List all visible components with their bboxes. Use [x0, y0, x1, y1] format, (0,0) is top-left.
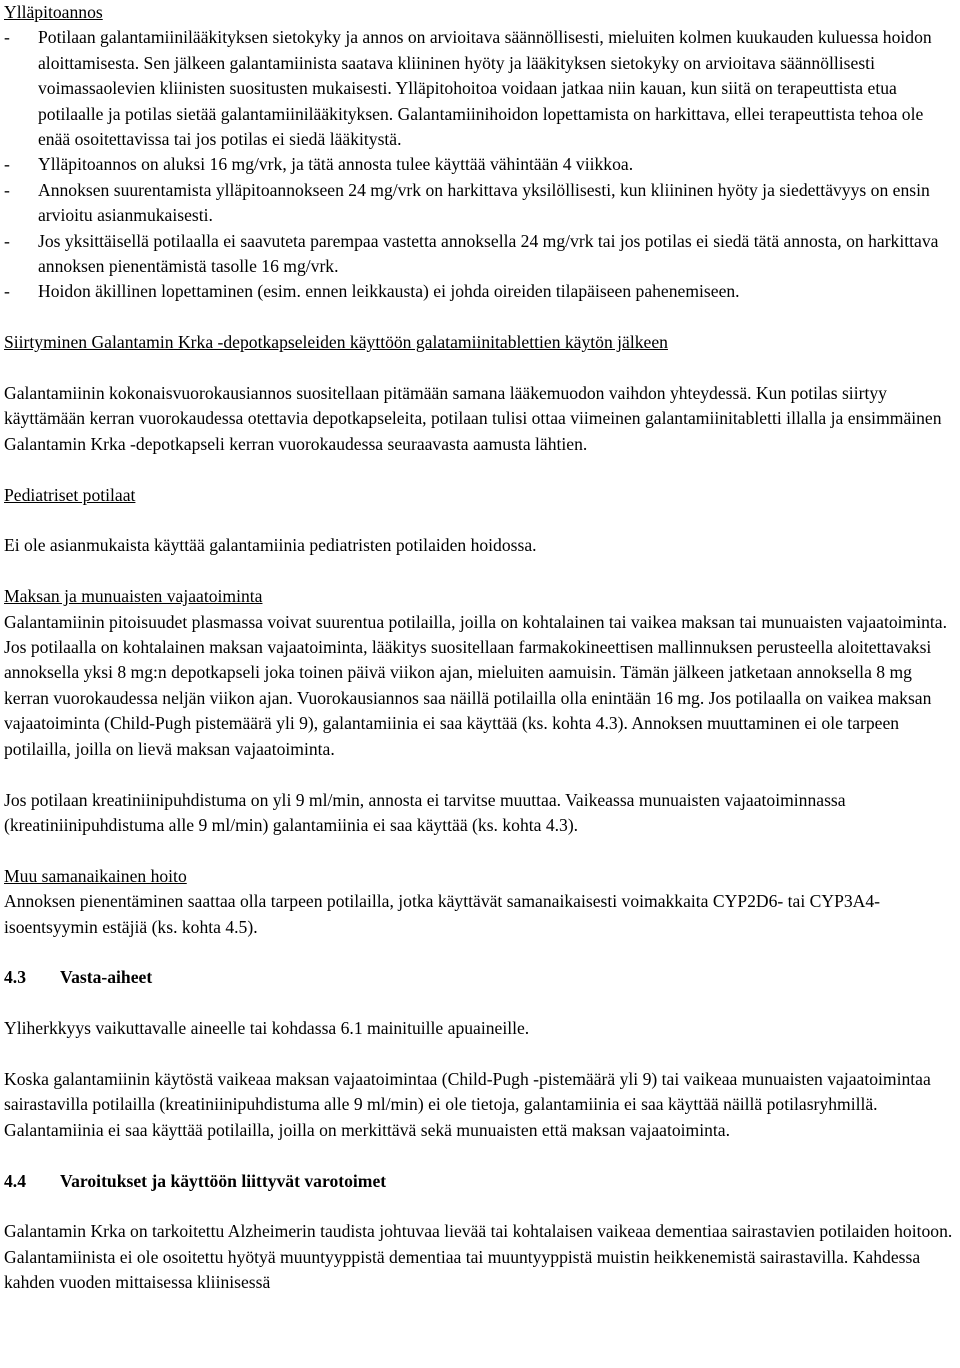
bullet-text: Potilaan galantamiinilääkityksen sietokyky ja annos on arvioitava säännöllisesti, mieluiten kolmen kuukauden kuluessa hoidon aloittamisesta. Sen jälkeen galantamiinista saatava kliininen hyöty ja lääkityksen sietokyky on arvioitava säännöllisesti voimassaolevien kliinisten suositusten mukaisesti. Ylläpitohoitoa voidaan jatkaa niin kauan, kun siitä on terapeuttista etua potilaalle ja potilas sietää galantamiinilääkityksen. Galantamiinihoidon lopettamista on harkittava, ellei terapeuttista tehoa ole enää osoitettavissa tai jos potilas ei siedä lääkitystä.: [38, 27, 932, 150]
section-number: 4.4: [4, 1170, 26, 1191]
section-4-3-heading: [4, 965, 956, 990]
bullet-text: Hoidon äkillinen lopettaminen (esim. ennen leikkausta) ei johda oireiden tilapäiseen pahenemiseen.: [38, 281, 740, 302]
renal-text: Jos potilaan kreatiniinipuhdistuma on yli 9 ml/min, annosta ei tarvitse muuttaa. Vaikeassa munuaisten vajaatoiminnassa (kreatiniinipuhdistuma alle 9 ml/min) galantamiinia ei saa käyttää (ks. kohta 4.3).: [4, 789, 846, 835]
bullet-dash: -: [4, 230, 10, 251]
section-title: Varoitukset ja käyttöön liittyvät varotoimet: [60, 1170, 387, 1191]
concomitant-heading: Muu samanaikainen hoito: [4, 865, 187, 886]
contraindication-detail: Koska galantamiinin käytöstä vaikeaa maksan vajaatoimintaa (Child-Pugh -pistemäärä yli 9) tai vaikeaa munuaisten vajaatoimintaa sairastavilla potilailla (kreatiniinipuhdistuma alle 9 ml/min) ei ole tietoja, galantamiinia ei saa käyttää näillä potilasryhmillä. Galantamiinia ei saa käyttää potilailla, joilla on merkittävä sekä munuaisten että maksan vajaatoiminta.: [4, 1068, 931, 1140]
impairment-heading: Maksan ja munuaisten vajaatoiminta: [4, 586, 263, 607]
concomitant-text: Annoksen pienentäminen saattaa olla tarpeen potilailla, jotka käyttävät samanaikaisesti voimakkaita CYP2D6- tai CYP3A4-isoentsyymin estäjiä (ks. kohta 4.5).: [4, 891, 881, 937]
bullet-dash: -: [4, 179, 10, 200]
pediatric-heading: Pediatriset potilaat: [4, 484, 136, 505]
bullet-dash: -: [4, 27, 10, 48]
switching-heading: Siirtyminen Galantamin Krka -depotkapseleiden käyttöön galatamiinitablettien käytön jälkeen: [4, 332, 668, 353]
bullet-text: Ylläpitoannos on aluksi 16 mg/vrk, ja tätä annosta tulee käyttää vähintään 4 viikkoa.: [38, 154, 634, 175]
warnings-text: Galantamin Krka on tarkoitettu Alzheimerin taudista johtuvaa lievää tai kohtalaisen vaikeaa dementiaa sairastavien potilaiden hoitoon. Galantamiinista ei ole osoitettu hyötyä muuntyyppistä dementiaa tai muuntyyppistä muistin heikkenemistä sairastavilla. Kahdessa kahden vuoden mittaisessa kliinisessä: [4, 1221, 953, 1293]
switching-text: Galantamiinin kokonaisvuorokausiannos suositellaan pitämään samana lääkemuodon vaihdon yhteydessä. Kun potilas siirtyy käyttämään kerran vuorokaudessa otettavia depotkapseleita, potilaan tulisi ottaa viimeinen galantamiinitabletti illalla ja ensimmäinen Galantamin Krka -depotkapseli kerran vuorokaudessa seuraavasta aamusta lähtien.: [4, 383, 942, 454]
list-item: [4, 178, 956, 229]
bullet-text: Jos yksittäisellä potilaalla ei saavuteta parempaa vastetta annoksella 24 mg/vrk tai jos potilas ei siedä tätä annosta, on harkittava annoksen pienentämistä tasolle 16 mg/vrk.: [38, 230, 939, 277]
section-title: Vasta-aiheet: [60, 967, 153, 988]
bullet-text: Annoksen suurentamista ylläpitoannokseen 24 mg/vrk on harkittava yksilöllisesti, kun kliininen hyöty ja siedettävyys on ensin arvioitu asianmukaisesti.: [38, 179, 930, 226]
list-item: [4, 229, 956, 280]
list-item: [4, 25, 956, 152]
list-item: [4, 152, 956, 177]
section-number: 4.3: [4, 967, 26, 988]
bullet-dash: -: [4, 154, 10, 175]
list-item: [4, 279, 956, 304]
impairment-text: Galantamiinin pitoisuudet plasmassa voivat suurentua potilailla, joilla on kohtalainen tai vaikea maksan tai munuaisten vajaatoiminta. Jos potilaalla on kohtalainen maksan vajaatoiminta, lääkitys suositellaan farmakokineettisen mallinnuksen perusteella aloitettavaksi annoksella yksi 8 mg:n depotkapseli joka toinen päivä viikon ajan, mieluiten aamuisin. Tämän jälkeen jatketaan annoksella 8 mg kerran vuorokaudessa neljän viikon ajan. Vuorokausiannos saa näillä potilailla olla enintään 16 mg. Jos potilaalla on vaikea maksan vajaatoiminta (Child-Pugh pistemäärä yli 9), galantamiinia ei saa käyttää (ks. kohta 4.3). Annoksen muuttaminen ei ole tarpeen potilailla, joilla on lievä maksan vajaatoiminta.: [4, 611, 947, 759]
bullet-dash: -: [4, 281, 10, 302]
maintenance-heading: Ylläpitoannos: [4, 2, 103, 22]
pediatric-text: Ei ole asianmukaista käyttää galantamiinia pediatristen potilaiden hoidossa.: [4, 535, 537, 556]
section-4-4-heading: [4, 1169, 956, 1194]
contraindication-text: Yliherkkyys vaikuttavalle aineelle tai kohdassa 6.1 mainituille apuaineille.: [4, 1018, 530, 1039]
